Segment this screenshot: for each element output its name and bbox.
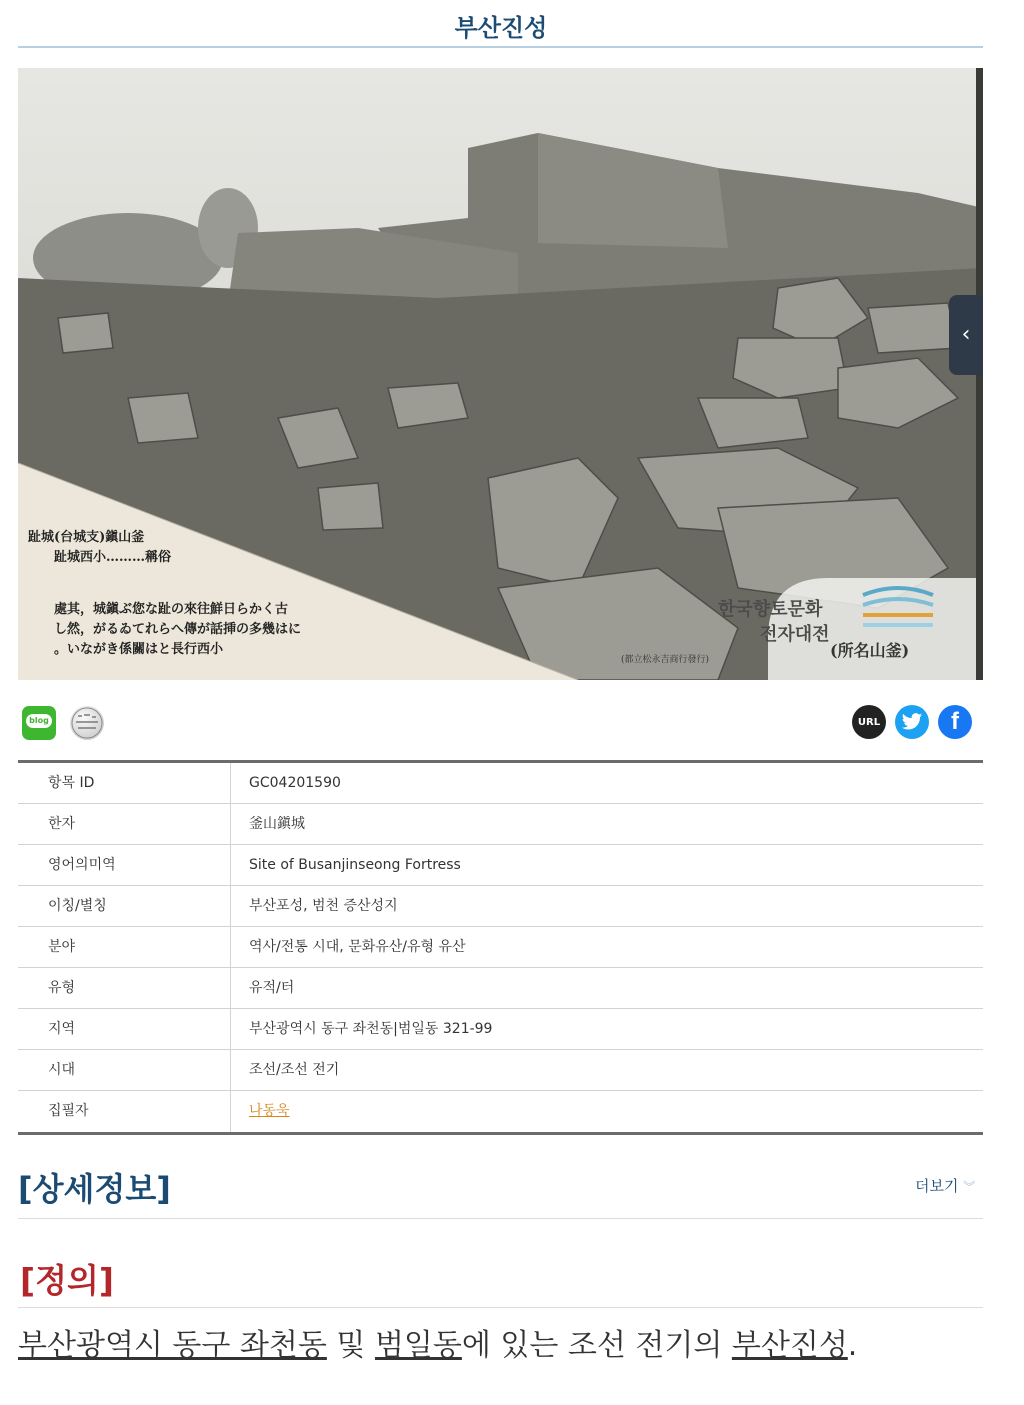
row-value: Site of Busanjinseong Fortress (249, 857, 461, 873)
info-table (18, 760, 983, 1135)
watermark-logo-line2: 전자대전 (760, 624, 830, 645)
row-value: 유적/터 (249, 980, 295, 996)
author-link[interactable]: 나동욱 (249, 1103, 290, 1119)
more-link[interactable] (915, 1175, 975, 1196)
wikipedia-icon[interactable] (70, 706, 104, 740)
section-divider (18, 1218, 983, 1219)
row-label: 영어의미역 (18, 845, 231, 885)
watermark-logo-line1: 한국향토문화 (718, 599, 823, 620)
double-chevron-down-icon: ︾ (963, 1180, 976, 1194)
row-value: GC04201590 (249, 775, 341, 791)
row-label: 지역 (18, 1009, 231, 1049)
caption-line: 處其，城鎭ぶ您な趾の來往鮮日らかく古 (54, 602, 289, 617)
table-row (18, 763, 983, 804)
topic-link[interactable]: 부산진성 (731, 1328, 848, 1363)
photo-scene (18, 68, 983, 680)
definition-text (18, 1320, 857, 1364)
table-row (18, 845, 983, 886)
definition-fragment: 및 (326, 1328, 375, 1363)
row-value: 부산광역시 동구 좌천동|범일동 321-99 (249, 1021, 493, 1037)
photo-location-label: (所名山釜) (830, 641, 910, 660)
row-label: 분야 (18, 927, 231, 967)
row-value: 역사/전통 시대, 문화유산/유형 유산 (249, 939, 466, 955)
section-divider (18, 1307, 983, 1308)
row-label: 한자 (18, 804, 231, 844)
twitter-bird-icon (901, 712, 923, 732)
row-value: 조선/조선 전기 (249, 1062, 340, 1078)
page-title: 부산진성 (454, 14, 548, 42)
table-row (18, 886, 983, 927)
row-value: 부산포성, 범천 증산성지 (249, 898, 398, 914)
table-row (18, 927, 983, 968)
caption-line: 趾城(台城支)鎭山釜 (28, 530, 145, 545)
title-divider (18, 46, 983, 48)
row-label: 유형 (18, 968, 231, 1008)
copy-url-icon[interactable]: URL (852, 705, 886, 739)
row-label: 이칭/별칭 (18, 886, 231, 926)
row-value: 釜山鎭城 (249, 816, 305, 832)
location-link[interactable]: 부산광역시 동구 좌천동 (18, 1328, 327, 1363)
wikipedia-globe-icon (70, 706, 104, 740)
naver-blog-icon[interactable] (22, 706, 56, 740)
definition-fragment: 에 있는 조선 전기의 (461, 1328, 732, 1363)
caption-line: 趾城西小………稱俗 (54, 550, 172, 565)
caption-line: 。いながき係關はと長行西小 (54, 642, 224, 657)
table-row (18, 1091, 983, 1132)
caption-line: し然，がるゐてれらへ傳が話挿の多幾はに (54, 622, 302, 637)
logo-waves-icon (858, 583, 938, 633)
row-label: 항목 ID (18, 763, 231, 803)
historic-photo (18, 68, 983, 680)
table-row (18, 804, 983, 845)
detail-heading: [상세정보] (18, 1170, 171, 1208)
definition-fragment: . (847, 1328, 858, 1363)
photo-credit: (都立松永吉商行發行) (621, 655, 710, 665)
slide-prev-button[interactable]: ‹ (949, 295, 983, 375)
row-label: 시대 (18, 1050, 231, 1090)
share-left-group (22, 706, 104, 740)
facebook-icon[interactable]: f (938, 705, 972, 739)
definition-heading: [정의] (20, 1261, 114, 1300)
location-link[interactable]: 범일동 (374, 1328, 462, 1363)
twitter-icon[interactable] (895, 705, 929, 739)
share-right-group (852, 705, 972, 739)
table-row (18, 1050, 983, 1091)
table-row (18, 1009, 983, 1050)
more-link-label: 더보기 (915, 1177, 959, 1195)
blog-icon-label: blog (26, 714, 52, 728)
table-row (18, 968, 983, 1009)
row-label: 집필자 (18, 1091, 231, 1132)
